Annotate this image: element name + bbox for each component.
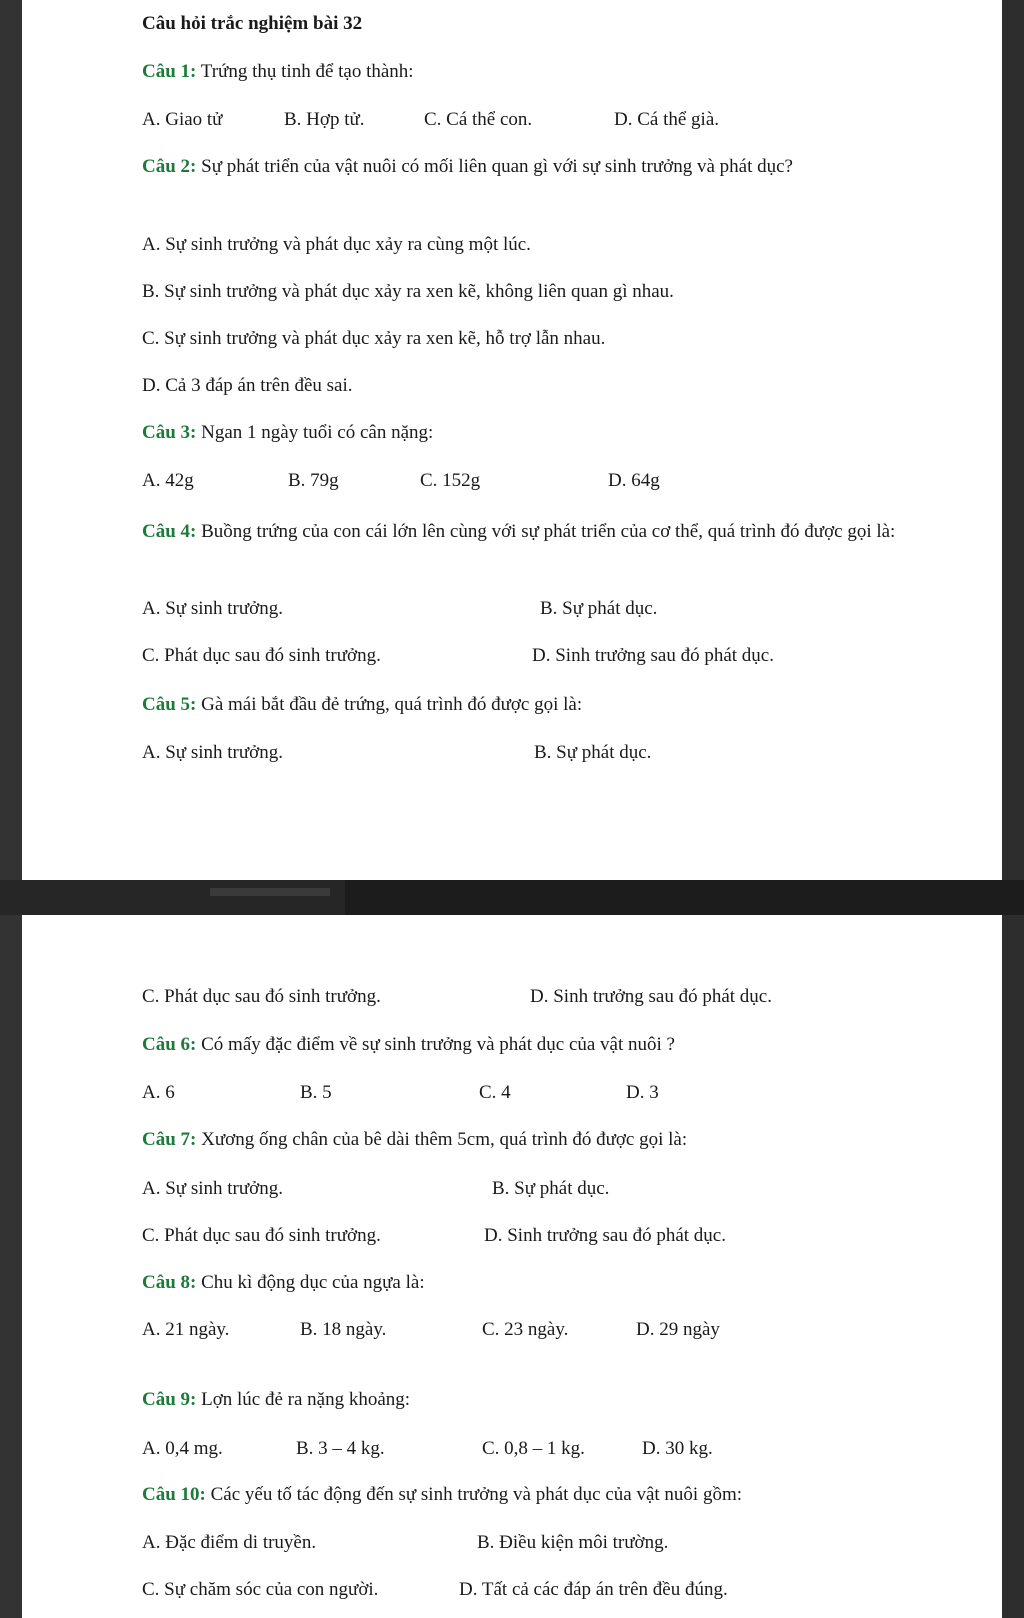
option-d: D. Sinh trưởng sau đó phát dục. — [530, 986, 772, 1007]
question-text: Xương ống chân của bê dài thêm 5cm, quá trình đó được gọi là: — [201, 1129, 688, 1150]
question-label: Câu 7: — [142, 1129, 197, 1150]
option-a: A. Sự sinh trưởng. — [142, 742, 283, 763]
option-a: A. 0,4 mg. — [142, 1438, 223, 1459]
option-b: B. Sự phát dục. — [534, 742, 652, 763]
option-c: C. Cá thể con. — [424, 109, 533, 130]
option-c: C. Phát dục sau đó sinh trưởng. — [142, 1225, 381, 1246]
question-7 — [142, 1128, 687, 1152]
option-d: D. Sinh trưởng sau đó phát dục. — [532, 645, 774, 666]
question-label: Câu 5: — [142, 694, 197, 715]
question-label: Câu 2: — [142, 156, 197, 177]
option-d: D. Tất cả các đáp án trên đều đúng. — [459, 1579, 728, 1600]
document-page-1 — [22, 0, 1002, 880]
option-a: A. Đặc điểm di truyền. — [142, 1532, 317, 1553]
page-separator — [0, 880, 1024, 915]
option-c: C. Phát dục sau đó sinh trưởng. — [142, 645, 381, 666]
question-2 — [142, 153, 912, 181]
option-d: D. Cá thể già. — [614, 109, 720, 130]
option-c: C. 4 — [479, 1082, 511, 1103]
option-a: A. Sự sinh trưởng. — [142, 1178, 283, 1199]
question-text: Có mấy đặc điểm về sự sinh trưởng và phát dục của vật nuôi ? — [201, 1034, 675, 1055]
question-text: Chu kì động dục của ngựa là: — [201, 1272, 425, 1293]
option-d: D. Cả 3 đáp án trên đều sai. — [142, 375, 353, 396]
question-label: Câu 4: — [142, 521, 197, 542]
page-title: Câu hỏi trắc nghiệm bài 32 — [142, 13, 363, 34]
option-a: A. Sự sinh trưởng và phát dục xảy ra cùng một lúc. — [142, 234, 531, 255]
question-text: Lợn lúc đẻ ra nặng khoảng: — [201, 1389, 411, 1410]
option-d: D. Sinh trưởng sau đó phát dục. — [484, 1225, 726, 1246]
question-text: Ngan 1 ngày tuổi có cân nặng: — [201, 422, 434, 443]
option-a: A. 42g — [142, 470, 194, 491]
option-c: C. Sự sinh trưởng và phát dục xảy ra xen kẽ, hỗ trợ lẫn nhau. — [142, 328, 606, 349]
question-8 — [142, 1271, 425, 1295]
option-c: C. Sự chăm sóc của con người. — [142, 1579, 379, 1600]
question-5 — [142, 693, 582, 717]
question-label: Câu 6: — [142, 1034, 197, 1055]
option-b: B. Hợp tử. — [284, 109, 365, 130]
question-6 — [142, 1033, 675, 1057]
option-d: D. 64g — [608, 470, 660, 491]
question-label: Câu 10: — [142, 1484, 206, 1505]
question-label: Câu 9: — [142, 1389, 197, 1410]
question-text: Các yếu tố tác động đến sự sinh trưởng và phát dục của vật nuôi gồm: — [210, 1484, 743, 1505]
option-b: B. 3 – 4 kg. — [296, 1438, 385, 1459]
question-text: Buồng trứng của con cái lớn lên cùng với sự phát triển của cơ thể, quá trình đó được gọi là: — [201, 521, 896, 542]
option-d: D. 29 ngày — [636, 1319, 720, 1340]
question-text: Sự phát triển của vật nuôi có mối liên quan gì với sự sinh trưởng và phát dục? — [201, 156, 793, 177]
option-c: C. 152g — [420, 470, 481, 491]
option-d: D. 30 kg. — [642, 1438, 713, 1459]
question-label: Câu 3: — [142, 422, 197, 443]
option-d: D. 3 — [626, 1082, 659, 1103]
option-a: A. 21 ngày. — [142, 1319, 230, 1340]
document-page-2 — [22, 915, 1002, 1618]
question-3 — [142, 421, 433, 445]
option-a: A. 6 — [142, 1082, 175, 1103]
question-10 — [142, 1483, 742, 1507]
question-4 — [142, 518, 912, 546]
option-b: B. Sự phát dục. — [492, 1178, 610, 1199]
question-9 — [142, 1388, 410, 1412]
left-edge — [0, 0, 22, 1618]
question-text: Gà mái bắt đầu đẻ trứng, quá trình đó được gọi là: — [201, 694, 583, 715]
option-c: C. Phát dục sau đó sinh trưởng. — [142, 986, 381, 1007]
option-a: A. Sự sinh trưởng. — [142, 598, 283, 619]
question-text: Trứng thụ tinh để tạo thành: — [200, 61, 414, 82]
option-c: C. 0,8 – 1 kg. — [482, 1438, 585, 1459]
option-a: A. Giao tử — [142, 109, 223, 130]
option-b: B. 79g — [288, 470, 339, 491]
option-b: B. 18 ngày. — [300, 1319, 387, 1340]
option-b: B. Sự sinh trưởng và phát dục xảy ra xen kẽ, không liên quan gì nhau. — [142, 281, 674, 302]
question-label: Câu 1: — [142, 61, 197, 82]
option-b: B. Điều kiện môi trường. — [477, 1532, 669, 1553]
question-1 — [142, 60, 414, 84]
option-c: C. 23 ngày. — [482, 1319, 569, 1340]
right-edge — [1002, 0, 1024, 1618]
question-label: Câu 8: — [142, 1272, 197, 1293]
option-b: B. Sự phát dục. — [540, 598, 658, 619]
option-b: B. 5 — [300, 1082, 332, 1103]
